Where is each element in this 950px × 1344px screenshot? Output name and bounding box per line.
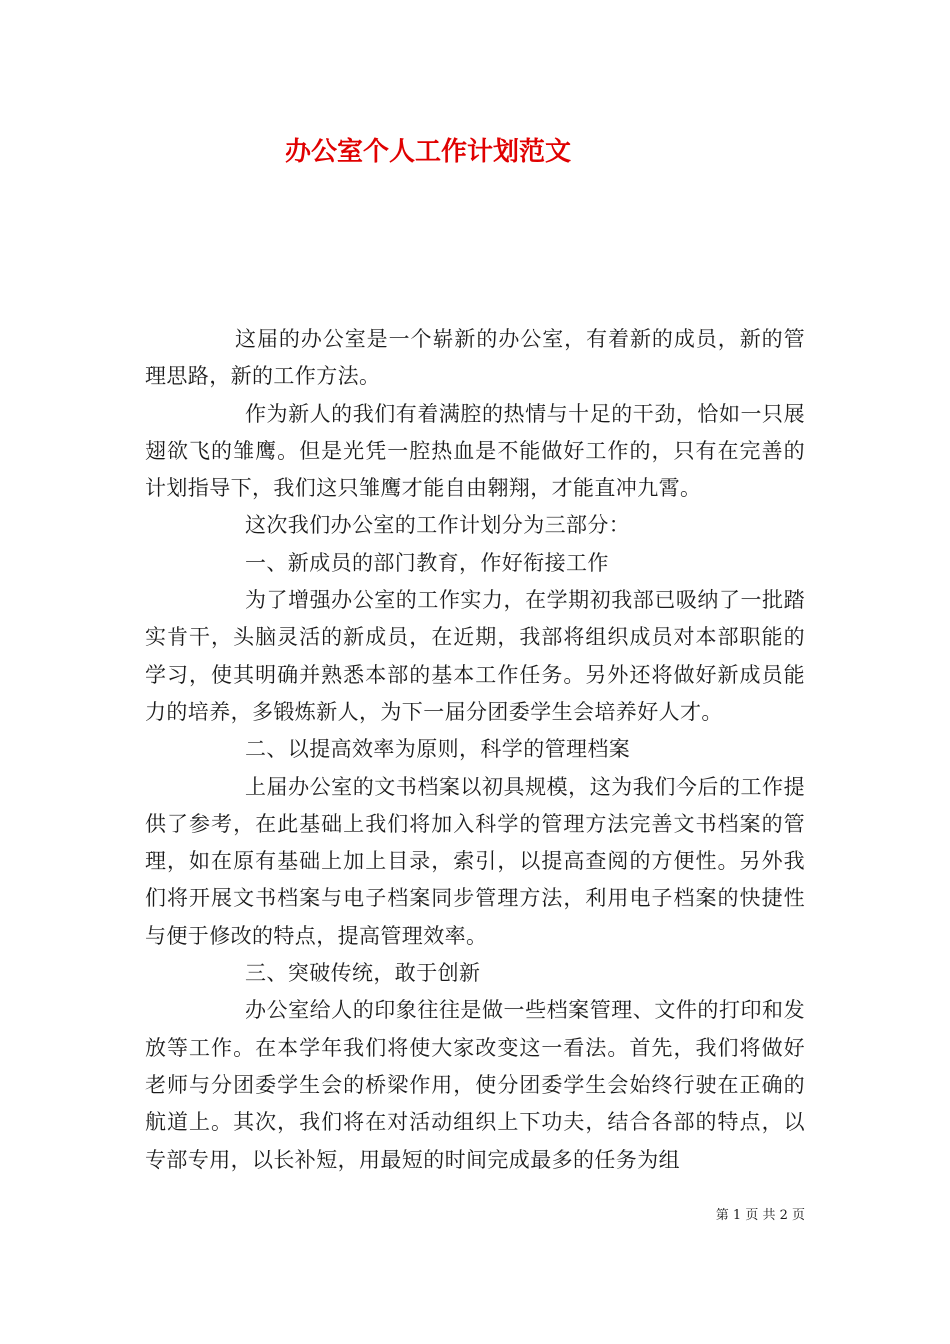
page-number: 第 1 页 共 2 页 (715, 1208, 805, 1223)
paragraph: 这届的办公室是一个崭新的办公室，有着新的成员，新的管理思路，新的工作方法。 (145, 327, 805, 389)
paragraph: 作为新人的我们有着满腔的热情与十足的干劲，恰如一只展翅欲飞的雏鹰。但是光凭一腔热血是不能做好工作的，只有在完善的计划指导下，我们这只雏鹰才能自由翱翔，才能直冲九霄。 (145, 401, 805, 501)
paragraph: 办公室给人的印象往往是做一些档案管理、文件的打印和发放等工作。在本学年我们将使大家改变这一看法。首先，我们将做好老师与分团委学生会的桥梁作用，使分团委学生会始终行驶在正确的航道上。其次，我们将在对活动组织上下功夫，结合各部的特点，以专部专用，以长补短，用最短的时间完成最多的任务为组 (145, 998, 805, 1172)
section-heading: 一、新成员的部门教育，作好衔接工作 (245, 550, 609, 575)
paragraph: 为了增强办公室的工作实力，在学期初我部已吸纳了一批踏实肯干，头脑灵活的新成员，在近期，我部将组织成员对本部职能的学习，使其明确并熟悉本部的基本工作任务。另外还将做好新成员能力的培养，多锻炼新人，为下一届分团委学生会培养好人才。 (145, 588, 805, 724)
paragraph: 上届办公室的文书档案以初具规模，这为我们今后的工作提供了参考，在此基础上我们将加入科学的管理方法完善文书档案的管理，如在原有基础上加上目录，索引，以提高查阅的方便性。另外我们将开展文书档案与电子档案同步管理方法，利用电子档案的快捷性与便于修改的特点，提高管理效率。 (145, 774, 805, 948)
section-heading: 三、突破传统，敢于创新 (245, 961, 481, 986)
document-body (145, 321, 805, 1179)
section-heading: 二、以提高效率为原则，科学的管理档案 (245, 737, 631, 762)
paragraph: 这次我们办公室的工作计划分为三部分： (245, 513, 631, 538)
document-title: 办公室个人工作计划范文 (285, 137, 572, 167)
